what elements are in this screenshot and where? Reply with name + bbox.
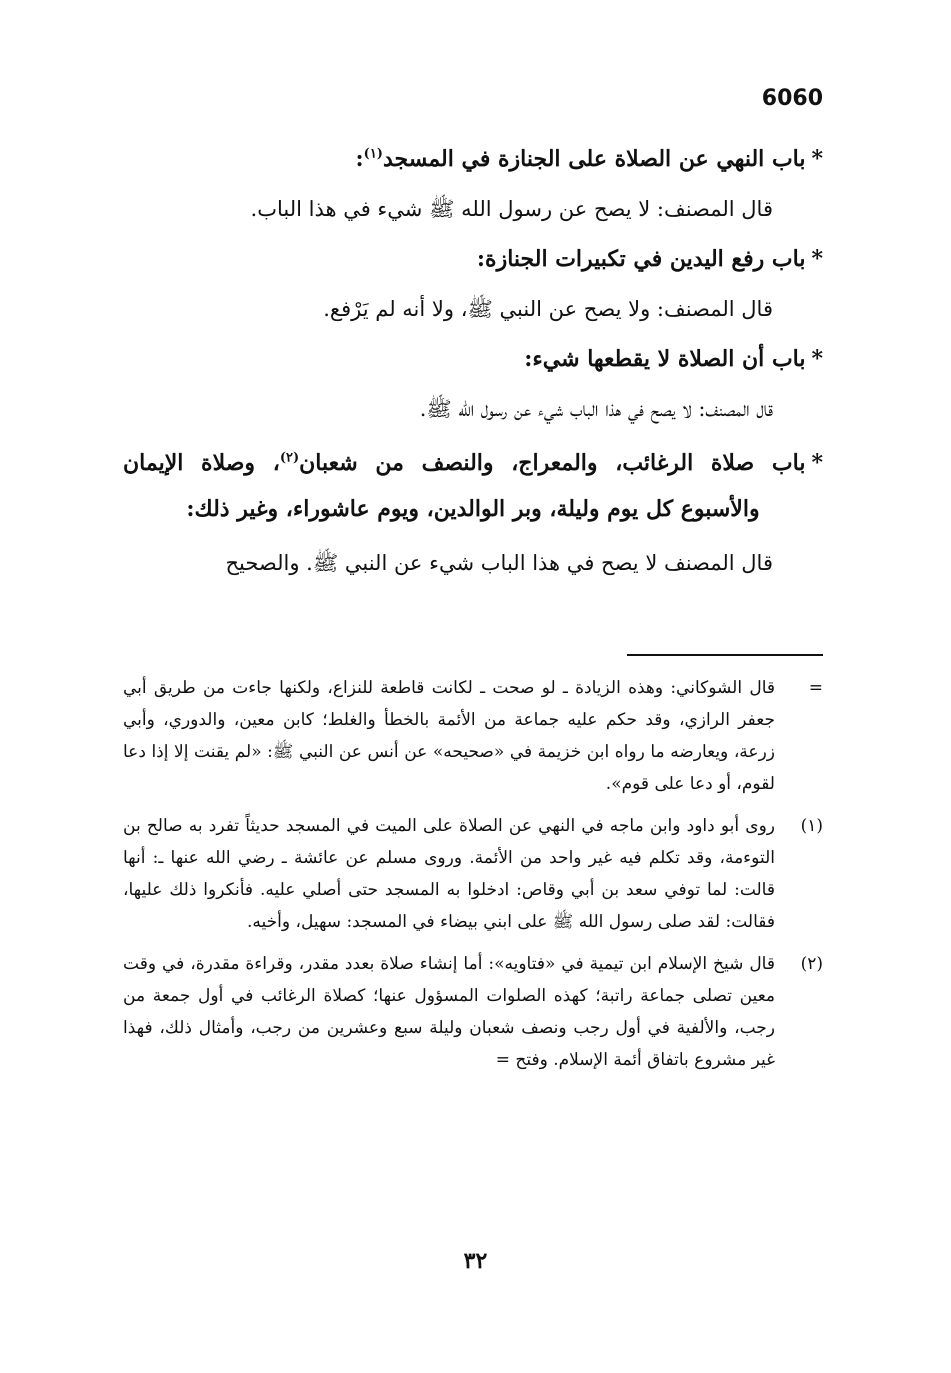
footnote-continued: [123, 672, 823, 800]
page-header-number: 6060: [761, 86, 823, 111]
footnote-1: [123, 810, 823, 938]
footnote-text: قال شيخ الإسلام ابن تيمية في «فتاويه»: أما إنشاء صلاة بعدد مقدر، وقراءة مقدرة، في وقت معين تصلى جماعة راتبة؛ كهذه الصلوات المسؤول عنها؛ كصلاة الرغائب في أول جمعة من رجب، والألفية في أول رجب ونصف شعبان وليلة سبع وعشرين من رجب، وأمثال ذلك، فهذا غير مشروع باتفاق أئمة الإسلام. وفتح =: [123, 954, 775, 1070]
footnote-marker: =: [808, 678, 823, 698]
footnote-divider: [627, 654, 823, 656]
footnote-text: قال الشوكاني: وهذه الزيادة ـ لو صحت ـ لكانت قاطعة للنزاع، ولكنها جاءت من طريق أبي جعفر الرازي، وقد حكم عليه جماعة من الأئمة بالخطأ والغلط؛ كابن معين، والدوري، وأبي زرعة، ويعارضه ما رواه ابن خزيمة في «صحيحه» عن أنس عن النبي ﷺ: «لم يقنت إلا إذا دعا لقوم، أو دعا على قوم».: [123, 678, 775, 794]
footnote-marker: (١): [800, 816, 823, 836]
footnote-2: [123, 948, 823, 1076]
footnote-text: روى أبو داود وابن ماجه في النهي عن الصلاة على الميت في المسجد حديثاً تفرد به صالح بن التوءمة، وقد تكلم فيه غير واحد من الأئمة. وروى مسلم عن عائشة ـ رضي الله عنها ـ: أنها قالت: لما توفي سعد بن أبي وقاص: ادخلوا به المسجد حتى أصلي عليه. فأنكروا ذلك عليها، فقالت: لقد صلى رسول الله ﷺ على ابني بيضاء في المسجد: سهيل، وأخيه.: [123, 816, 775, 932]
section-body-2: قال المصنف: ولا يصح عن النبي ﷺ، ولا أنه لم يَرْفع.: [323, 297, 773, 321]
heading-title-part-1: باب صلاة الرغائب، والمعراج، والنصف من شعبان: [299, 450, 806, 476]
footnote-ref-2[interactable]: (٢): [279, 450, 300, 466]
heading-title: باب أن الصلاة لا يقطعها شيء:: [524, 346, 806, 372]
heading-marker: *: [811, 450, 823, 476]
section-body-1: قال المصنف: لا يصح عن رسول الله ﷺ شيء في هذا الباب.: [250, 197, 773, 221]
heading-marker: *: [811, 346, 823, 372]
section-heading-3: [123, 340, 823, 378]
page-number: ٣٢: [463, 1248, 488, 1274]
heading-marker: *: [811, 146, 823, 172]
section-body-3: قال المصنف: لا يصح في هذا الباب شيء عن رسول الله ﷺ.: [419, 397, 773, 421]
footnote-ref-1[interactable]: (١): [363, 146, 383, 162]
heading-title: باب النهي عن الصلاة على الجنازة في المسجد: [382, 146, 806, 172]
heading-marker: *: [811, 246, 823, 272]
section-heading-1: [123, 140, 823, 178]
heading-colon: :: [355, 146, 364, 172]
footnotes: [123, 672, 823, 1086]
heading-title-part-2: ، وصلاة الإيمان والأسبوع كل يوم وليلة، وبر الوالدين، ويوم عاشوراء، وغير ذلك:: [123, 450, 760, 522]
section-heading-2: [123, 240, 823, 278]
main-text: [123, 140, 823, 594]
footnote-marker: (٢): [800, 954, 823, 974]
section-heading-4: [123, 440, 823, 532]
section-body-4: قال المصنف لا يصح في هذا الباب شيء عن النبي ﷺ. والصحيح: [225, 551, 773, 575]
heading-title: باب رفع اليدين في تكبيرات الجنازة:: [476, 246, 806, 272]
